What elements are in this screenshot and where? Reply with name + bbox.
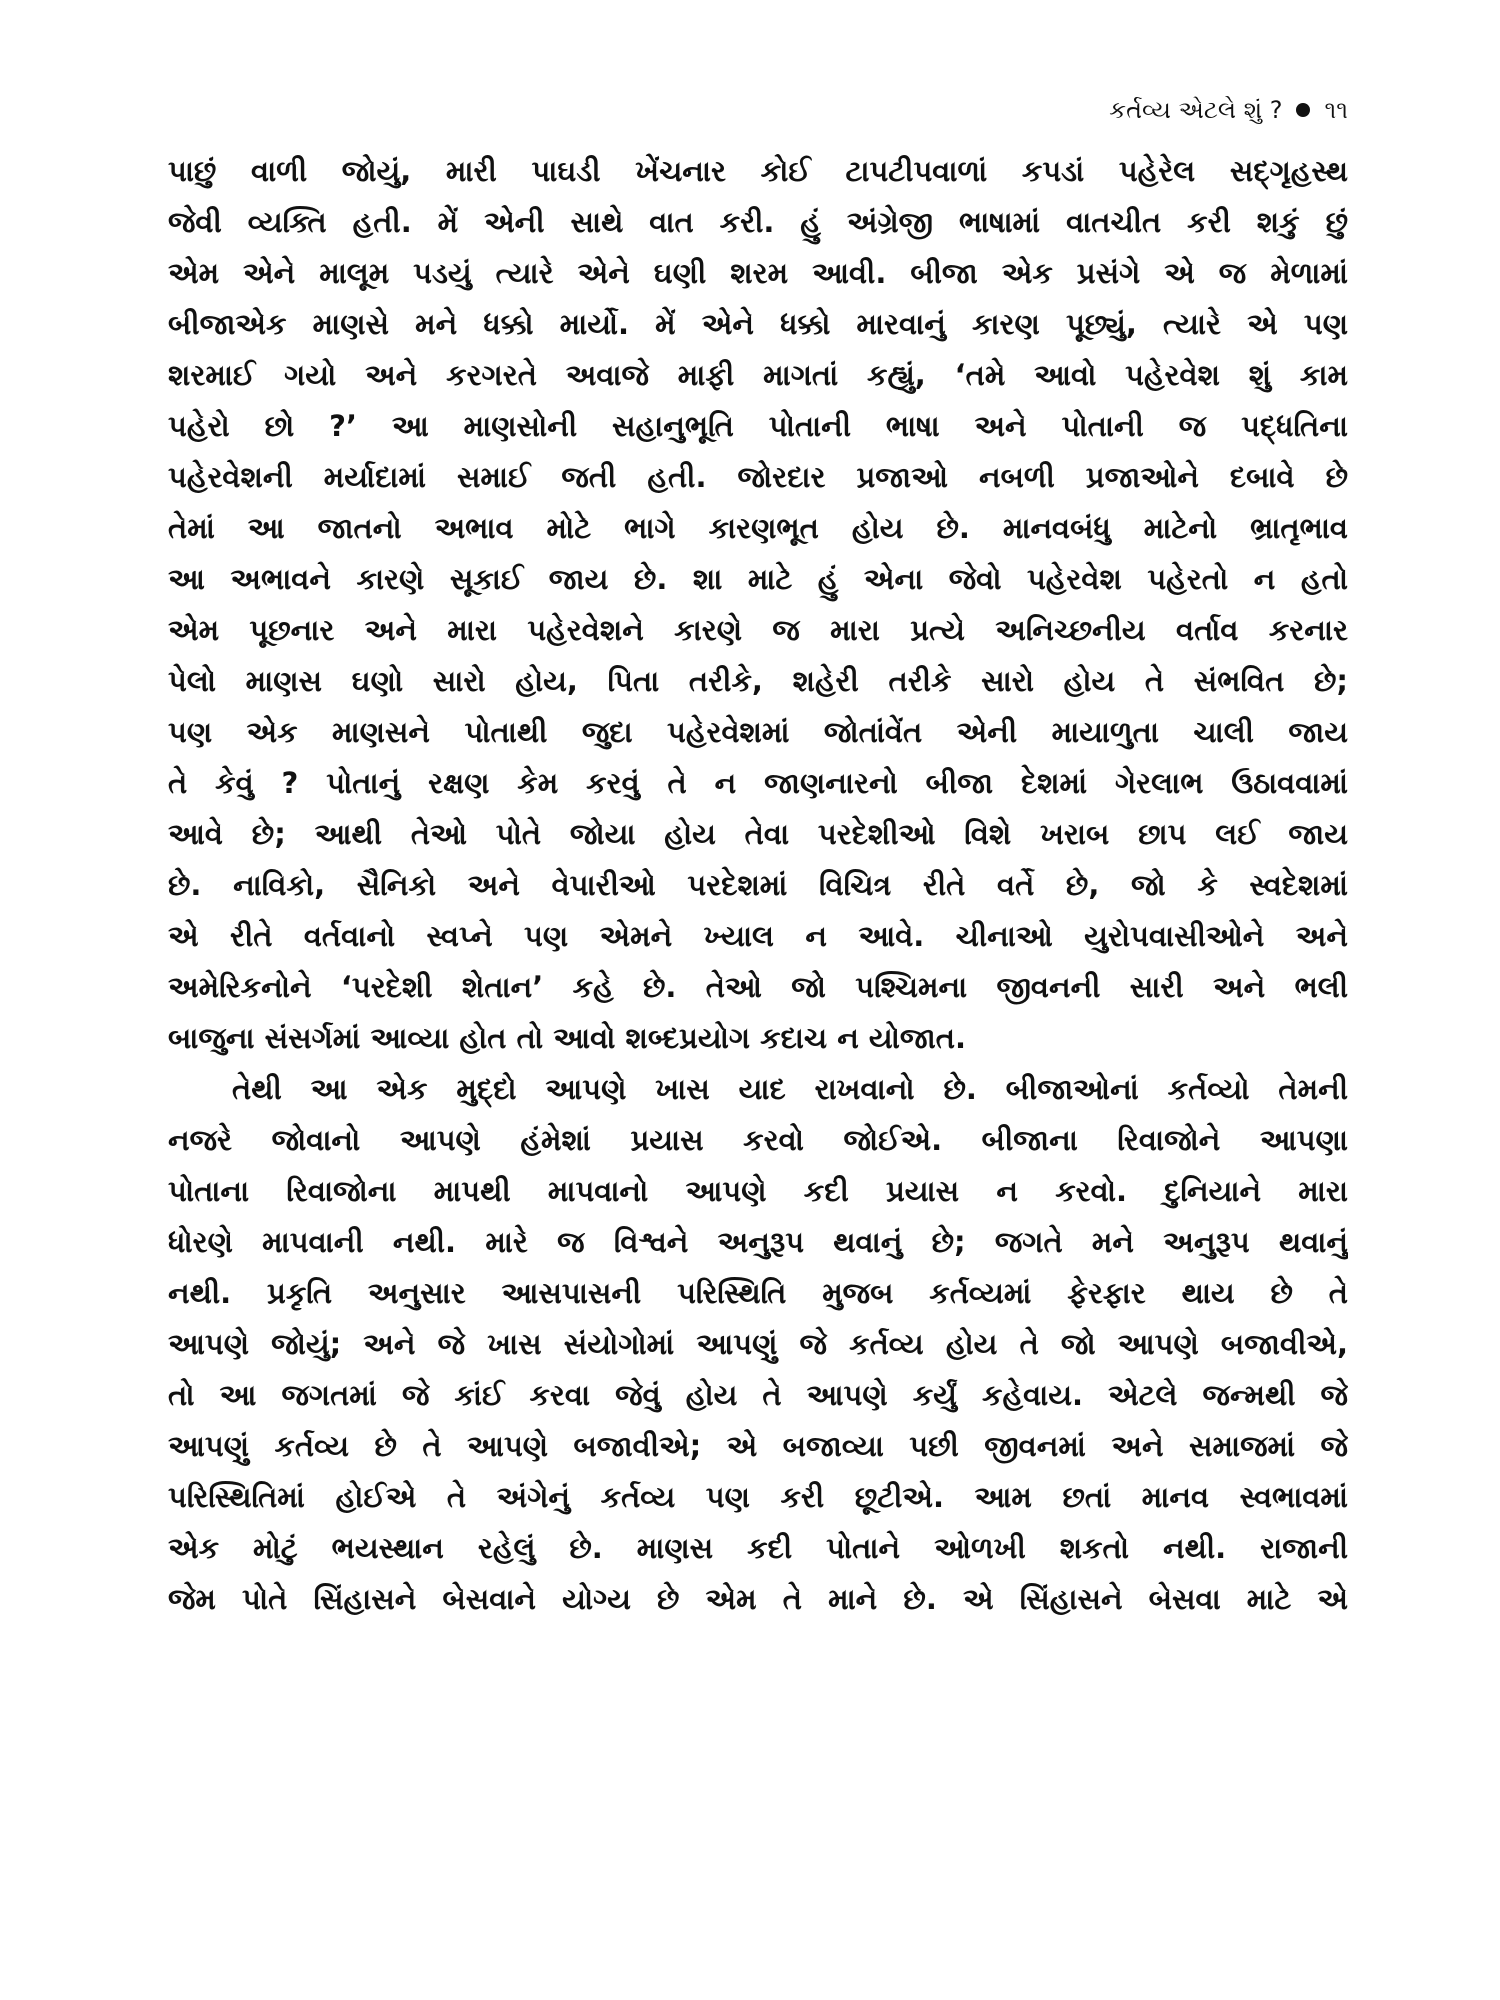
text-line: તેથી આ એક મુદ્દો આપણે ખાસ યાદ રાખવાનો છે. બીજાઓનાં કર્તવ્યો તેમની [232,1072,1348,1106]
text-line: જેવી વ્યક્તિ હતી. મેં એની સાથે વાત કરી. હું અંગ્રેજી ભાષામાં વાતચીત કરી શકું છું [168,205,1348,239]
text-line: એ રીતે વર્તવાનો સ્વપ્ને પણ એમને ખ્યાલ ન આવે. ચીનાઓ યુરોપવાસીઓને અને [168,919,1348,953]
running-title: કર્તવ્ય એટલે શું ? [1109,96,1283,124]
paragraph [168,1064,1348,1625]
text-line: પહેરો છો ?’ આ માણસોની સહાનુભૂતિ પોતાની ભાષા અને પોતાની જ પદ્ધતિના [168,409,1348,443]
running-header [1109,96,1348,124]
text-line: જેમ પોતે સિંહાસને બેસવાને યોગ્ય છે એમ તે માને છે. એ સિંહાસને બેસવા માટે એ [168,1582,1348,1616]
text-line: પેલો માણસ ઘણો સારો હોય, પિતા તરીકે, શહેરી તરીકે સારો હોય તે સંભવિત છે; [168,664,1348,698]
text-line: પરિસ્થિતિમાં હોઈએ તે અંગેનું કર્તવ્ય પણ કરી છૂટીએ. આમ છતાં માનવ સ્વભાવમાં [168,1480,1348,1514]
text-line: પોતાના રિવાજોના માપથી માપવાનો આપણે કદી પ્રયાસ ન કરવો. દુનિયાને મારા [168,1174,1348,1208]
bullet-icon [1296,103,1310,117]
text-line: એમ પૂછનાર અને મારા પહેરવેશને કારણે જ મારા પ્રત્યે અનિચ્છનીય વર્તાવ કરનાર [168,613,1348,647]
text-line: નજરે જોવાનો આપણે હંમેશાં પ્રયાસ કરવો જોઈએ. બીજાના રિવાજોને આપણા [168,1123,1348,1157]
text-line: તે કેવું ? પોતાનું રક્ષણ કેમ કરવું તે ન જાણનારનો બીજા દેશમાં ગેરલાભ ઉઠાવવામાં [168,766,1348,800]
text-line: એક મોટું ભયસ્થાન રહેલું છે. માણસ કદી પોતાને ઓળખી શકતો નથી. રાજાની [168,1531,1348,1565]
text-line: બાજુના સંસર્ગમાં આવ્યા હોત તો આવો શબ્દપ્રયોગ કદાચ ન યોજાત. [168,1021,966,1055]
text-line: એમ એને માલૂમ પડયું ત્યારે એને ઘણી શરમ આવી. બીજા એક પ્રસંગે એ જ મેળામાં [168,256,1348,290]
text-line: ધોરણે માપવાની નથી. મારે જ વિશ્વને અનુરૂપ થવાનું છે; જગતે મને અનુરૂપ થવાનું [168,1225,1348,1259]
text-line: છે. નાવિકો, સૈનિકો અને વેપારીઓ પરદેશમાં વિચિત્ર રીતે વર્તે છે, જો કે સ્વદેશમાં [168,868,1348,902]
text-line: નથી. પ્રકૃતિ અનુસાર આસપાસની પરિસ્થિતિ મુજબ કર્તવ્યમાં ફેરફાર થાય છે તે [168,1276,1348,1310]
text-line: શરમાઈ ગયો અને કરગરતે અવાજે માફી માગતાં કહ્યું, ‘તમે આવો પહેરવેશ શું કામ [168,358,1348,392]
text-line: પણ એક માણસને પોતાથી જુદા પહેરવેશમાં જોતાંવેંત એની માયાળુતા ચાલી જાય [168,715,1348,749]
text-line: આ અભાવને કારણે સૂકાઈ જાય છે. શા માટે હું એના જેવો પહેરવેશ પહેરતો ન હતો [168,562,1348,596]
page-number: ૧૧ [1324,96,1348,124]
page-body [168,146,1348,1625]
text-line: તેમાં આ જાતનો અભાવ મોટે ભાગે કારણભૂત હોય છે. માનવબંધુ માટેનો ભ્રાતૃભાવ [168,511,1348,545]
text-line: અમેરિકનોને ‘પરદેશી શેતાન’ કહે છે. તેઓ જો પશ્ચિમના જીવનની સારી અને ભલી [168,970,1348,1004]
text-line: પહેરવેશની મર્યાદામાં સમાઈ જતી હતી. જોરદાર પ્રજાઓ નબળી પ્રજાઓને દબાવે છે [168,460,1348,494]
text-line: આપણું કર્તવ્ય છે તે આપણે બજાવીએ; એ બજાવ્યા પછી જીવનમાં અને સમાજમાં જે [168,1429,1348,1463]
text-line: પાછું વાળી જોયું, મારી પાઘડી ખેંચનાર કોઈ ટાપટીપવાળાં કપડાં પહેરેલ સદ્ગૃહસ્થ [168,154,1348,188]
paragraph [168,146,1348,1064]
text-line: આપણે જોયું; અને જે ખાસ સંયોગોમાં આપણું જે કર્તવ્ય હોય તે જો આપણે બજાવીએ, [168,1327,1348,1361]
text-line: તો આ જગતમાં જે કાંઈ કરવા જેવું હોય તે આપણે કર્યું કહેવાય. એટલે જન્મથી જે [168,1378,1348,1412]
text-line: બીજાએક માણસે મને ધક્કો માર્યો. મેં એને ધક્કો મારવાનું કારણ પૂછ્યું, ત્યારે એ પણ [168,307,1348,341]
text-line: આવે છે; આથી તેઓ પોતે જોયા હોય તેવા પરદેશીઓ વિશે ખરાબ છાપ લઈ જાય [168,817,1348,851]
